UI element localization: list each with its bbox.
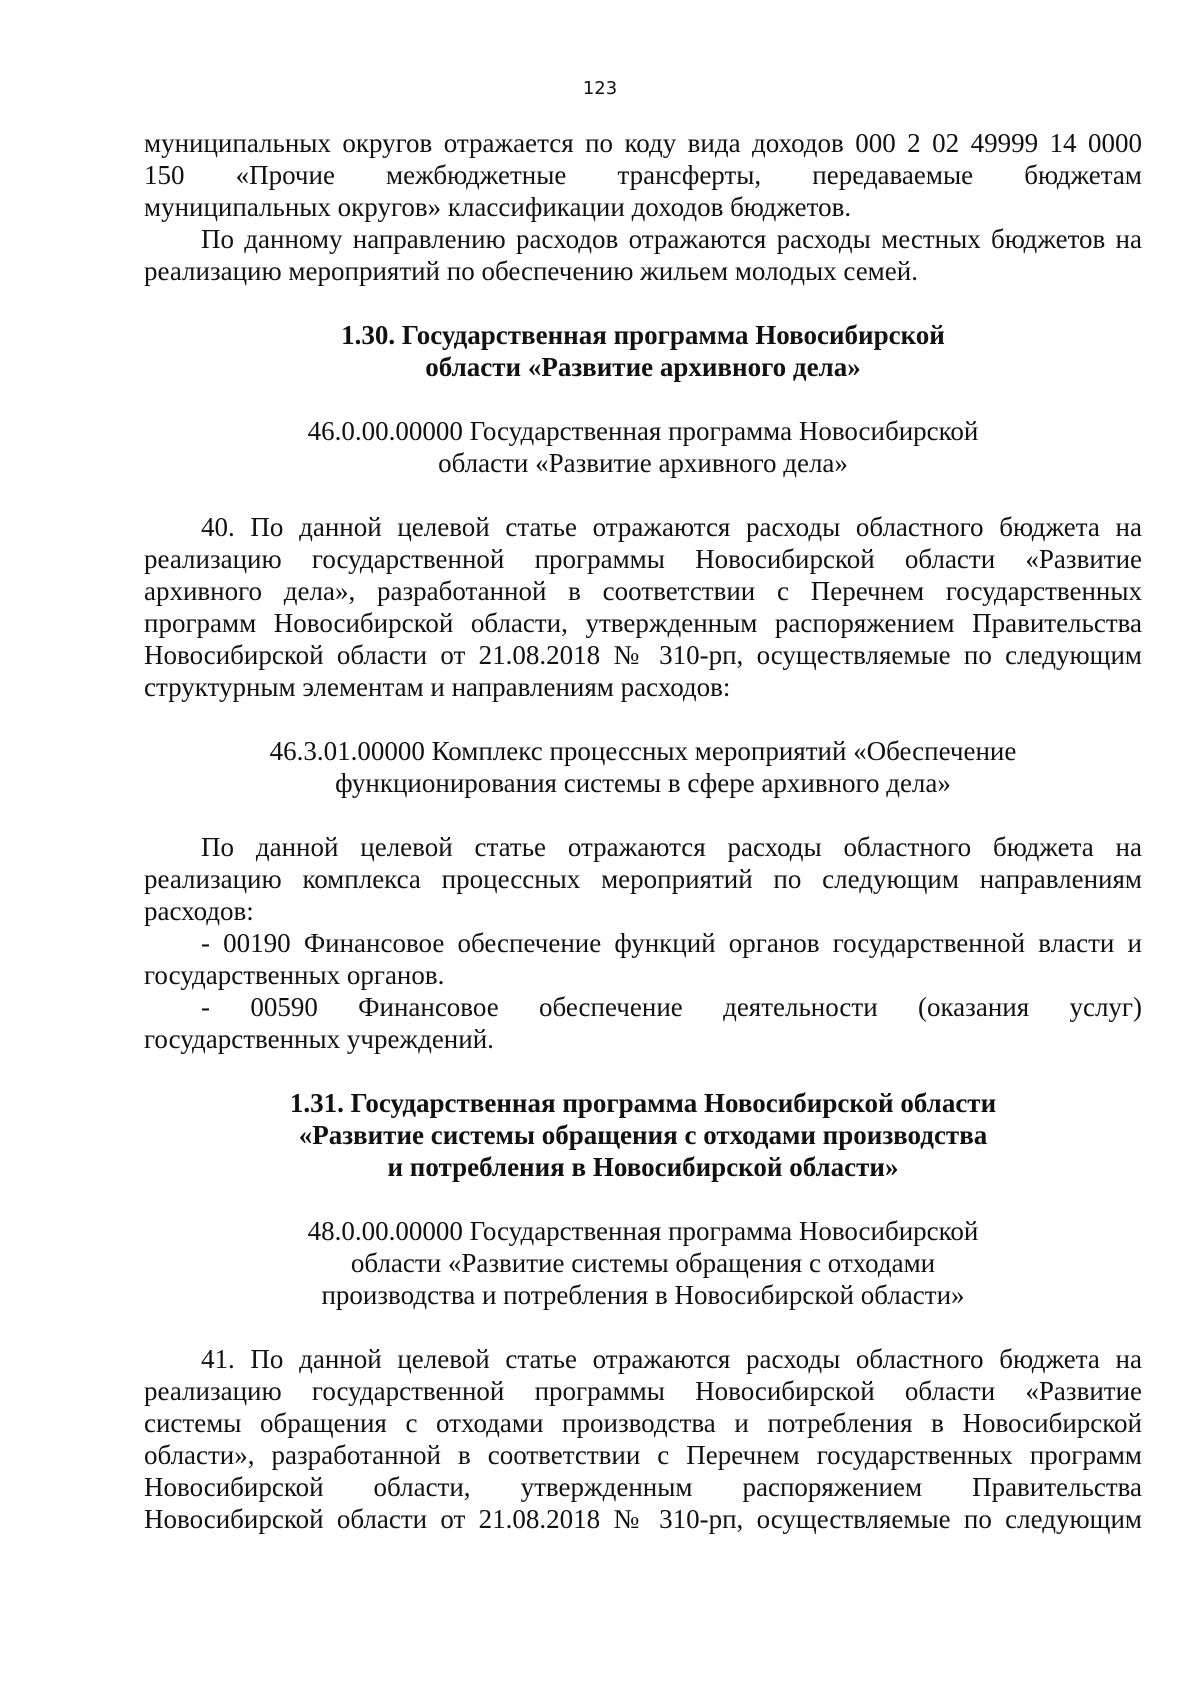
program-code-46-line-1: 46.0.00.00000 Государственная программа Новосибирской [307,416,979,446]
program-code-48-line-1: 48.0.00.00000 Государственная программа Новосибирской [307,1216,979,1246]
subprogram-code-46-3-01-line-2: функционирования системы в сфере архивного дела» [335,768,951,798]
paragraph-41-line-5: Новосибирской области, утвержденным распоряжением Правительства [144,1472,1142,1502]
section-title-1-31-line-1: 1.31. Государственная программа Новосибирской области [289,1088,997,1118]
list-item-00590-line-1: - 00590 Финансовое обеспечение деятельности (оказания услуг) [201,992,1142,1022]
document-body [144,127,1142,1535]
subprogram-code-46-3-01-line-1: 46.3.01.00000 Комплекс процессных мероприятий «Обеспечение [269,736,1017,766]
section-title-1-31-line-3: и потребления в Новосибирской области» [387,1152,899,1182]
program-code-48-line-2: области «Развитие системы обращения с отходами [350,1248,936,1278]
intro-line-1: муниципальных округов отражается по коду вида доходов 000 2 02 49999 14 0000 [144,128,1142,158]
paragraph-process-measures: По данной целевой статье отражаются расходы областного бюджета на реализацию комплекса процессных мероприятий по следующим направлениям расходов: [144,832,1142,926]
paragraph-41-line-6: Новосибирской области от 21.08.2018 № 310-рп, осуществляемые по следующим [144,1504,1142,1534]
section-title-1-30-line-1: 1.30. Государственная программа Новосибирской [341,320,945,350]
paragraph-40: 40. По данной целевой статье отражаются расходы областного бюджета на реализацию государственной программы Новосибирской области «Развитие архивного дела», разработанной в соответствии с Перечнем государственных программ Новосибирской области, утвержденным распоряжением Правительства Новосибирской области от 21.08.2018 № 310-рп, осуществляемые по следующим структурным элементам и направлениям расходов: [144,512,1142,702]
program-code-46-line-2: области «Развитие архивного дела» [438,448,848,478]
list-item-00590-line-2: государственных учреждений. [144,1024,494,1054]
program-code-48-line-3: производства и потребления в Новосибирской области» [321,1280,965,1310]
section-title-1-30-line-2: области «Развитие архивного дела» [425,352,861,382]
paragraph-41-line-2: реализацию государственной программы Новосибирской области «Развитие [144,1376,1142,1406]
page-number: 123 [582,78,618,99]
paragraph-41-line-3: системы обращения с отходами производства и потребления в Новосибирской [144,1408,1142,1438]
list-item-00190: - 00190 Финансовое обеспечение функций органов государственной власти и государственных органов. [144,928,1142,990]
paragraph-41-line-1: 41. По данной целевой статье отражаются расходы областного бюджета на [201,1344,1142,1374]
intro-line-2: 150 «Прочие межбюджетные трансферты, передаваемые бюджетам [144,160,1142,190]
intro-paragraph-2: По данному направлению расходов отражаются расходы местных бюджетов на реализацию мероприятий по обеспечению жильем молодых семей. [144,224,1142,286]
paragraph-41-line-4: области», разработанной в соответствии с Перечнем государственных программ [144,1440,1142,1470]
intro-line-3: муниципальных округов» классификации доходов бюджетов. [144,192,852,222]
section-title-1-31-line-2: «Развитие системы обращения с отходами производства [298,1120,988,1150]
